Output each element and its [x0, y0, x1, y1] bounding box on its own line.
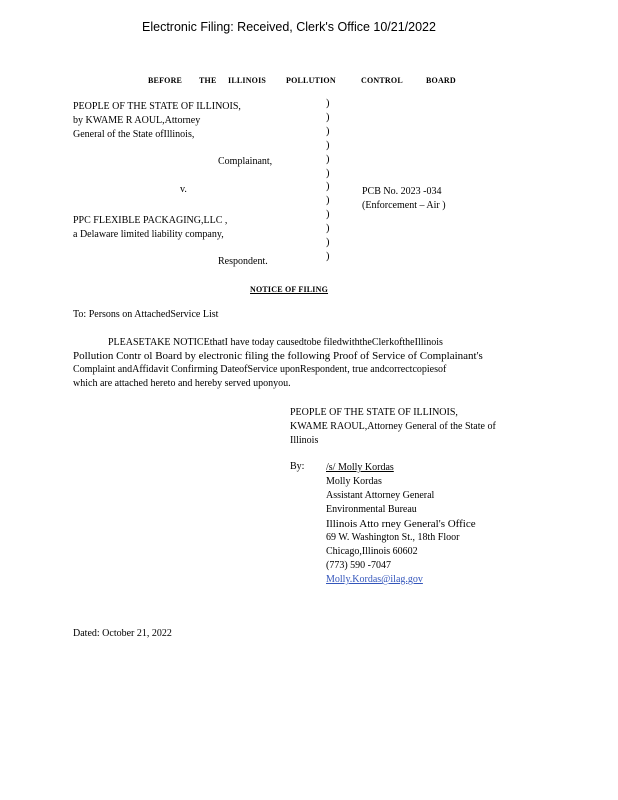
signer-block	[326, 461, 476, 587]
plaintiff-line: General of the State ofIllinois,	[73, 129, 195, 140]
plaintiff-line: by KWAME R AOUL,Attorney	[73, 115, 201, 126]
paren: )	[326, 195, 330, 207]
notice-body-line: which are attached hereto and hereby served uponyou.	[73, 378, 291, 389]
caption-divider	[326, 97, 330, 264]
signature-party	[290, 406, 496, 448]
paren: )	[326, 139, 330, 151]
board-heading-word: THE	[199, 76, 217, 85]
signer-line: Illinois Atto rney General's Office	[326, 518, 476, 530]
case-number-block	[362, 185, 446, 213]
signer-line: Molly Kordas	[326, 476, 382, 487]
paren: )	[326, 98, 330, 109]
electronic-signature: /s/ Molly Kordas	[326, 462, 394, 473]
defendant-block	[73, 214, 227, 242]
service-list-line: To: Persons on AttachedService List	[73, 309, 219, 320]
notice-body-line: Complaint andAffidavit Confirming DateofService uponRespondent, true andcorrectcopiesof	[73, 364, 447, 375]
signer-line: 69 W. Washington St., 18th Floor	[326, 532, 460, 543]
filing-stamp: Electronic Filing: Received, Clerk's Office 10/21/2022	[142, 20, 436, 34]
complainant-label: Complainant,	[218, 156, 273, 167]
defendant-line: PPC FLEXIBLE PACKAGING,LLC ,	[73, 215, 228, 226]
case-type: (Enforcement – Air )	[362, 200, 446, 211]
signer-line: Environmental Bureau	[326, 504, 417, 515]
board-heading-word: POLLUTION	[286, 76, 336, 85]
notice-body-line: Pollution Contr ol Board by electronic filing the following Proof of Service of Complainant's	[73, 350, 483, 362]
versus-label: v.	[180, 184, 187, 195]
respondent-label: Respondent.	[218, 256, 268, 267]
plaintiff-line: PEOPLE OF THE STATE OF ILLINOIS,	[73, 101, 241, 112]
board-heading-word: CONTROL	[361, 76, 403, 85]
board-heading	[0, 76, 618, 88]
paren: )	[326, 237, 330, 249]
case-number: PCB No. 2023 -034	[362, 186, 442, 197]
plaintiff-block	[73, 100, 241, 142]
by-label: By:	[290, 461, 305, 472]
signer-line: (773) 590 -7047	[326, 560, 391, 571]
signer-line: Chicago,Illinois 60602	[326, 546, 418, 557]
paren: )	[326, 181, 330, 193]
paren: )	[326, 223, 330, 235]
signer-line: Assistant Attorney General	[326, 490, 435, 501]
notice-body-line: PLEASETAKE NOTICEthatI have today causedtobe filedwiththeClerkoftheIllinois	[108, 337, 443, 348]
board-heading-word: BOARD	[426, 76, 456, 85]
paren: )	[326, 250, 330, 262]
party-line: PEOPLE OF THE STATE OF ILLINOIS,	[290, 407, 458, 418]
paren: )	[326, 153, 330, 165]
paren: )	[326, 209, 330, 221]
notice-title: NOTICE OF FILING	[250, 285, 329, 294]
dated-line: Dated: October 21, 2022	[73, 628, 172, 639]
paren: )	[326, 167, 330, 179]
email-link[interactable]: Molly.Kordas@ilag.gov	[326, 574, 423, 585]
paren: )	[326, 125, 330, 137]
defendant-line: a Delaware limited liability company,	[73, 229, 224, 240]
board-heading-word: ILLINOIS	[228, 76, 267, 85]
board-heading-word: BEFORE	[148, 76, 183, 85]
paren: )	[326, 111, 330, 123]
party-line: KWAME RAOUL,Attorney General of the State of	[290, 421, 496, 432]
party-line: Illinois	[290, 435, 319, 446]
